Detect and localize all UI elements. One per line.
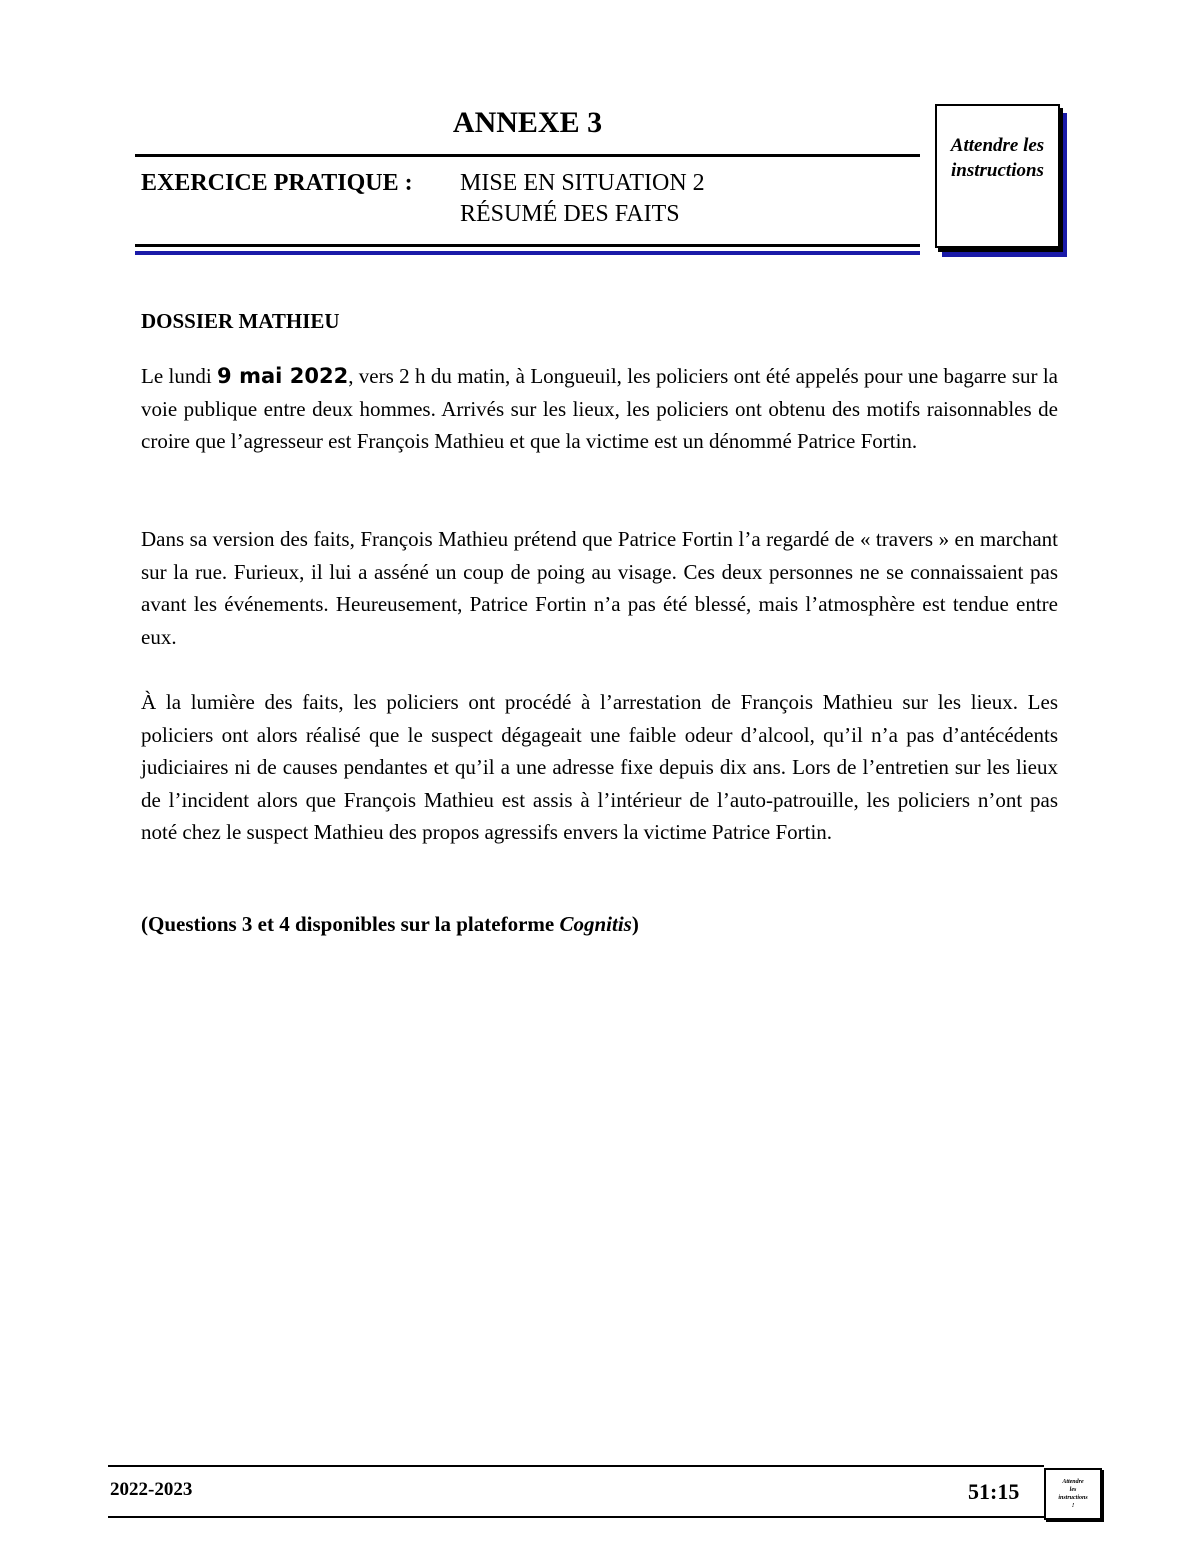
footer-box-line-3: instructions: [1058, 1495, 1088, 1501]
incident-date: 9 mai 2022: [217, 364, 349, 388]
footer-box-line-4: !: [1071, 1503, 1075, 1509]
header-top-rule: [135, 154, 920, 157]
dossier-title: DOSSIER MATHIEU: [141, 309, 340, 333]
p1-text: , vers 2 h du matin, à Longueuil, les policiers ont été appelés pour une bagarre sur la voie publique entre deux hommes. Arrivés sur les lieux, les policiers ont obtenu des motifs raisonnables de croire que l’agresseur est François Mathieu et que la victime est un dénommé Patrice Fortin.: [141, 364, 1059, 453]
instructions-text: [951, 133, 1044, 183]
annex-title: ANNEXE 3: [452, 106, 603, 139]
instructions-box: [935, 104, 1060, 248]
footer-page-number: 51:15: [968, 1479, 1020, 1504]
instructions-line-1: Attendre les: [950, 135, 1045, 156]
footer-top-rule: [108, 1465, 1044, 1467]
paragraph-2: Dans sa version des faits, François Mathieu prétend que Patrice Fortin l’a regardé de « travers » en marchant sur la rue. Furieux, il lui a asséné un coup de poing au visage. Ces deux personnes ne se connaissaient pas avant les événements. Heureusement, Patrice Fortin n’a pas été blessé, mais l’atmosphère est tendue entre eux.: [141, 527, 1058, 649]
footer-box-line-1: Attendre: [1062, 1479, 1084, 1485]
footer-instructions-box: [1044, 1468, 1102, 1520]
exercise-subtitle: RÉSUMÉ DES FAITS: [460, 201, 680, 227]
paragraph-3: À la lumière des faits, les policiers ont procédé à l’arrestation de François Mathieu sur les lieux. Les policiers ont alors réalisé que le suspect dégageait une faible odeur d’alcool, qu’il n’a pas d’antécédents judiciaires ni de causes pendantes et qu’il a une adresse fixe depuis dix ans. Lors de l’entretien sur les lieux de l’incident alors que François Mathieu est assis à l’intérieur de l’auto-patrouille, les policiers n’ont pas noté chez le suspect Mathieu des propos agressifs envers la victime Patrice Fortin.: [141, 690, 1058, 844]
footer-instructions-text: [1058, 1478, 1087, 1510]
header-bottom-rule: [135, 244, 920, 247]
exercise-label: EXERCICE PRATIQUE :: [141, 170, 413, 196]
header-bottom-blue-rule: [135, 251, 920, 255]
footer-bottom-rule: [108, 1516, 1044, 1518]
questions-text: (Questions 3 et 4 disponibles sur la plateforme: [141, 912, 560, 936]
instructions-line-2: instructions: [951, 160, 1044, 181]
paragraph-1: [141, 360, 1058, 458]
questions-note: [141, 912, 639, 937]
footer-year: 2022-2023: [110, 1479, 193, 1500]
platform-name: Cognitis: [559, 912, 632, 936]
p1-intro: Le lundi: [141, 364, 218, 388]
questions-close: ): [631, 912, 639, 936]
exercise-situation: MISE EN SITUATION 2: [460, 170, 705, 196]
footer-box-line-2: les: [1069, 1487, 1077, 1493]
